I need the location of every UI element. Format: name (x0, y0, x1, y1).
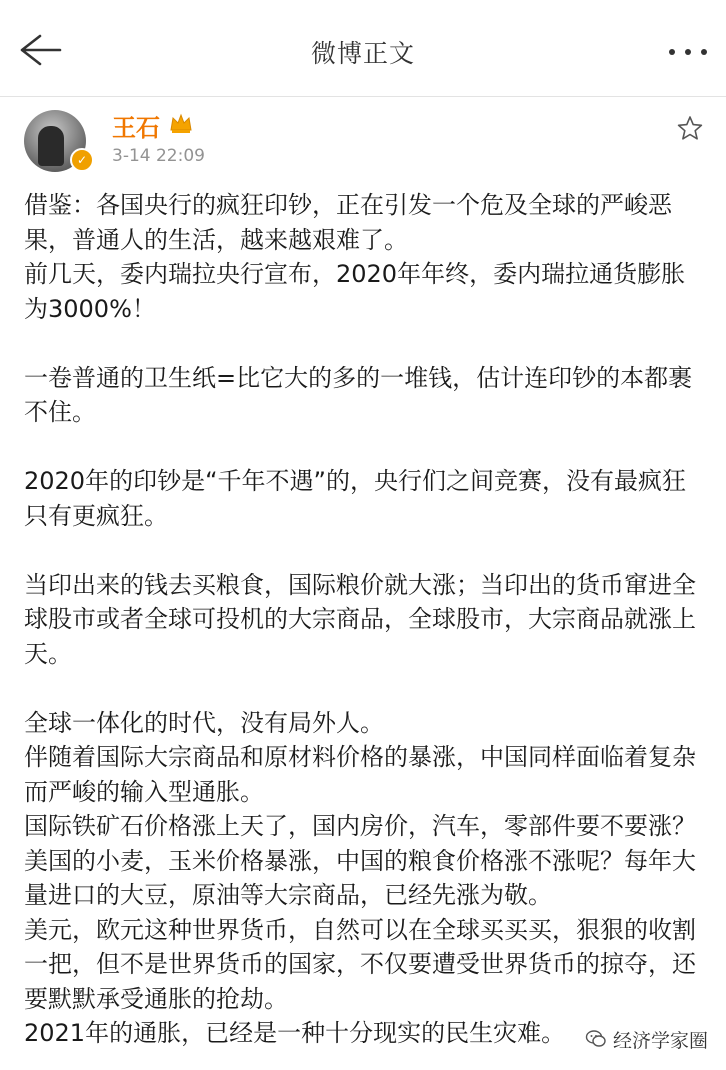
wechat-icon (585, 1028, 607, 1050)
top-navigation-bar (0, 0, 726, 97)
paragraph-gap (24, 533, 708, 568)
more-dots-icon[interactable] (664, 38, 712, 66)
paragraph: 借鉴：各国央行的疯狂印钞，正在引发一个危及全球的严峻恶果，普通人的生活，越来越艰难了。 (24, 191, 672, 254)
post-body (24, 188, 708, 1051)
paragraph: 2021年的通胀，已经是一种十分现实的民生灾难。 (24, 1019, 566, 1047)
paragraph: 伴随着国际大宗商品和原材料价格的暴涨，中国同样面临着复杂而严峻的输入型通胀。 (24, 743, 696, 806)
paragraph: 当印出来的钱去买粮食，国际粮价就大涨；当印出的货币窜进全球股市或者全球可投机的大宗商品，全球股市，大宗商品就涨上天。 (24, 570, 696, 668)
avatar-figure (38, 126, 64, 166)
vip-crown-icon (168, 110, 194, 136)
watermark (585, 1024, 708, 1054)
page-title: 微博正文 (310, 39, 415, 68)
paragraph-gap (24, 326, 708, 361)
paragraph: 全球一体化的时代，没有局外人。 (24, 708, 384, 737)
paragraph: 美元，欧元这种世界货币，自然可以在全球买买买，狠狠的收割一把，但不是世界货币的国家，不仅要遭受世界货币的掠夺，还要默默承受通胀的抢劫。 (24, 915, 696, 1013)
verified-badge-icon: ✓ (70, 148, 94, 172)
paragraph: 一卷普通的卫生纸=比它大的多的一堆钱，估计连印钞的本都裹不住。 (24, 363, 693, 426)
watermark-text: 经济学家圈 (612, 1029, 708, 1052)
paragraph-gap (24, 430, 708, 465)
author-name[interactable]: 王石 (112, 114, 160, 142)
paragraph: 2020年的印钞是“千年不遇”的，央行们之间竞赛，没有最疯狂只有更疯狂。 (24, 467, 686, 530)
post-timestamp: 3-14 22:09 (112, 146, 205, 166)
star-icon[interactable] (676, 114, 704, 142)
paragraph-gap (24, 671, 708, 706)
paragraph: 前几天，委内瑞拉央行宣布，2020年年终，委内瑞拉通货膨胀为3000%！ (24, 260, 686, 323)
paragraph: 国际铁矿石价格涨上天了，国内房价，汽车，零部件要不要涨？美国的小麦，玉米价格暴涨，中国的粮食价格涨不涨呢？每年大量进口的大豆，原油等大宗商品，已经先涨为敬。 (24, 812, 696, 909)
